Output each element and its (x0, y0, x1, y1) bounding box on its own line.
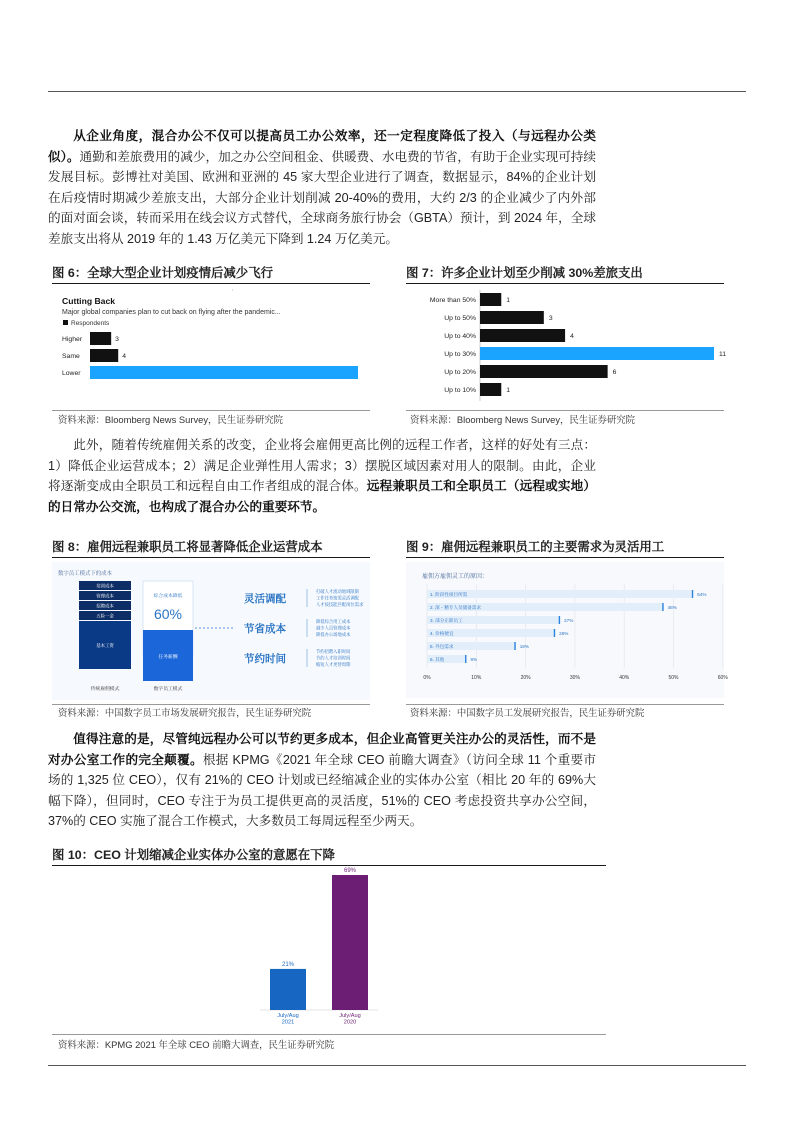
fig7-bar (480, 329, 565, 342)
fig9-panel-title: 雇佣方雇佣灵工的原因： (422, 574, 489, 580)
paragraph-1 (48, 126, 596, 250)
fig7-category-label: Up to 40% (444, 333, 476, 340)
fig7-source-rule (406, 410, 724, 411)
paragraph-2-emphasis: 远程兼职员工和全职员工（远程或实地）的日常办公交流，也构成了混合办公的重要环节。 (48, 479, 597, 514)
paragraph-3 (48, 729, 596, 832)
fig9-category-label: 6. 其他 (430, 656, 445, 662)
fig6-category-label: Lower (62, 370, 81, 377)
fig7-category-label: Up to 10% (444, 387, 476, 394)
fig7-data-label: 11 (719, 351, 727, 358)
fig7-data-label: 1 (506, 297, 511, 304)
fig7-category-label: Up to 30% (444, 351, 476, 358)
fig6-chart-title: Cutting Back (62, 296, 115, 306)
fig9-category-label: 3. 部分正职员工 (430, 617, 463, 623)
fig8-benefit-name: 节约时间 (244, 653, 286, 665)
fig9-x-tick: 50% (668, 675, 679, 681)
fig8-right-top-label: 综合成本降低 (153, 594, 183, 599)
fig10-data-label: 69% (343, 868, 357, 874)
fig6-bar (90, 332, 111, 345)
fig6-title: 图 6：全球大型企业计划疫情后减少飞行 (52, 263, 370, 284)
fig8-cost-layer-label: 五险一金 (96, 613, 114, 619)
fig6-category-label: Same (62, 353, 80, 360)
fig8-right-caption: 数字员工模式 (153, 687, 183, 692)
fig6-bar (90, 366, 358, 379)
fig10-category-label: July/Aug (277, 1013, 299, 1019)
fig6-source: 资料来源：Bloomberg News Survey，民生证券研究院 (58, 414, 284, 425)
fig6-data-label: 4 (122, 353, 126, 360)
fig8-benefit-detail: 缩短人才更替周期 (316, 662, 351, 667)
fig8-benefit-name: 节省成本 (244, 623, 286, 635)
fig8-source: 资料来源：中国数字员工市场发展研究报告，民生证券研究院 (58, 707, 312, 718)
paragraph-2 (48, 435, 596, 517)
fig8-benefit-detail: 降低办公场地成本 (316, 632, 351, 637)
fig6-data-label: 3 (115, 336, 119, 343)
fig7-source: 资料来源：Bloomberg News Survey，民生证券研究院 (410, 414, 636, 425)
fig10-bar (270, 969, 306, 1010)
fig9-source: 资料来源：中国数字员工发展研究报告，民生证券研究院 (410, 707, 645, 718)
fig8-cost-layer-label: 基本工资 (96, 643, 114, 649)
fig8-right-pct: 60% (153, 606, 183, 622)
fig8-diagram (52, 562, 370, 700)
fig10-source-rule (52, 1034, 606, 1035)
fig9-bar-end (662, 603, 663, 611)
fig8-benefit-detail: 人才按技能匹配岗位需求 (316, 602, 364, 607)
fig8-benefit-detail: 降低综合用工成本 (316, 619, 351, 624)
fig6-legend-swatch (63, 320, 68, 325)
fig9-x-tick: 40% (619, 675, 630, 681)
fig8-cost-layer-label: 招聘成本 (96, 603, 114, 609)
fig10-source: 资料来源：KPMG 2021 年全球 CEO 前瞻大调查，民生证券研究院 (58, 1039, 335, 1050)
fig9-source-rule (406, 704, 724, 705)
fig8-benefit-detail: 减少人员管理成本 (316, 625, 351, 631)
fig6-source-rule (52, 410, 370, 411)
fig9-data-label: 27% (564, 617, 574, 623)
fig8-benefit-detail: 工作任务按需灵活调配 (316, 595, 359, 601)
paragraph-3-lead: 值得注意的是，尽管纯远程办公可以节约更多成本，但企业高管更关注办公的灵活性，而不是对办公室工作的完全颠覆。 (48, 732, 596, 767)
fig9-x-tick: 30% (569, 675, 580, 681)
paragraph-3-body: 根据 KPMG《2021 年全球 CEO 前瞻大调查》（访问全球 11 个重要市场的 1,325 位 CEO），仅有 21%的 CEO 计划或已经缩减企业的实体办公室（相比 20 年的 69%大幅下降），但同时，CEO 专注于为员工提供更高的灵活度，51%的 CEO 考虑投资共享办公空间，37%的 CEO 实施了混合工作模式，大多数员工每周远程至少两天。 (48, 752, 596, 829)
fig7-bar (480, 347, 714, 360)
fig9-bar-end (692, 590, 693, 598)
fig9-chart (406, 562, 728, 698)
fig10-chart (52, 868, 606, 1030)
fig9-category-label: 5. 外包需求 (430, 643, 454, 649)
fig8-benefit-detail: 节约招聘入职时间 (316, 649, 351, 654)
fig9-category-label: 4. 价格便宜 (430, 630, 454, 636)
fig7-category-label: Up to 50% (444, 315, 476, 322)
fig7-data-label: 4 (570, 333, 574, 340)
fig9-x-tick: 10% (471, 675, 482, 681)
paragraph-1-lead: 从企业角度，混合办公不仅可以提高员工办公效率，还一定程度降低了投入（与远程办公类似）。 (48, 129, 596, 164)
paragraph-1-body: 通勤和差旅费用的减少，加之办公空间租金、供暖费、水电费的节省，有助于企业实现可持续发展目标。彭博社对美国、欧洲和亚洲的 45 家大型企业进行了调查，数据显示，84%的企业计划在后疫情时期减少差旅支出，大部分企业计划削减 20-40%的费用，大约 2/3 的企业减少了内外部的面对面会谈，转而采用在线会议方式替代，全球商务旅行协会（GBTA）预计，到 2024 年，全球差旅支出将从 2019 年的 1.43 万亿美元下降到 1.24 万亿美元。 (48, 149, 597, 246)
fig9-bar-end (465, 655, 466, 663)
fig7-bar (480, 311, 544, 324)
fig8-benefit-detail: 打破人才流动地域限制 (316, 589, 359, 594)
fig7-data-label: 3 (548, 315, 553, 322)
fig7-title: 图 7：许多企业计划至少削减 30%差旅支出 (406, 263, 724, 284)
fig6-category-label: Higher (62, 336, 83, 343)
fig8-panel-title: 数字员工模式下的成本 (58, 571, 112, 577)
fig7-bar (480, 383, 501, 396)
fig8-source-rule (52, 704, 370, 705)
fig9-data-label: 26% (559, 630, 569, 636)
fig7-bar (480, 293, 501, 306)
fig6-chart-subtitle: Major global companies plan to cut back on flying after the pandemic... (62, 309, 281, 316)
fig7-chart (406, 288, 727, 403)
fig7-data-label: 1 (506, 387, 511, 394)
fig9-x-tick: 20% (520, 675, 531, 681)
fig6-legend-label: Respondents (71, 320, 110, 327)
fig9-data-label: 48% (667, 604, 677, 610)
fig10-bar (332, 875, 368, 1010)
fig9-category-label: 1. 阶段性项目所需 (430, 591, 468, 597)
fig9-data-label: 18% (519, 643, 529, 649)
fig7-category-label: Up to 20% (444, 369, 476, 376)
fig10-category-label: 2020 (343, 1019, 357, 1026)
fig8-left-caption: 传统雇佣模式 (90, 687, 120, 692)
fig9-data-label: 8% (470, 656, 478, 662)
fig9-bar-end (514, 642, 515, 650)
fig9-category-label: 2. 深・精专人员储备需求 (430, 604, 482, 610)
fig9-x-tick: 0% (423, 675, 431, 681)
footer-rule (48, 1065, 746, 1066)
fig8-title: 图 8：雇佣远程兼职员工将显著降低企业运营成本 (52, 537, 370, 558)
fig6-chart (52, 288, 370, 393)
paragraph-2-body: 此外，随着传统雇佣关系的改变，企业将会雇佣更高比例的远程工作者，这样的好处有三点：1）降低企业运营成本；2）满足企业弹性用人需求；3）摆脱区域因素对用人的限制。由此，企业将逐渐变成由全职员工和远程自由工作者组成的混合体。 (48, 438, 596, 494)
fig10-data-label: 21% (281, 961, 295, 968)
fig9-data-label: 54% (697, 591, 707, 597)
fig8-cost-layer-label: 培训成本 (96, 583, 114, 589)
fig7-bar (480, 365, 608, 378)
fig7-category-label: More than 50% (429, 297, 476, 304)
fig10-title: 图 10：CEO 计划缩减企业实体办公室的意愿在下降 (52, 845, 606, 866)
fig10-category-label: 2021 (281, 1019, 295, 1026)
header-rule (48, 91, 746, 92)
fig8-right-bottom-label: 任务薪酬 (158, 655, 178, 660)
fig9-bar-end (559, 616, 560, 624)
fig8-benefit-name: 灵活调配 (244, 593, 286, 605)
fig6-bar (90, 349, 118, 362)
fig9-x-tick: 60% (717, 675, 728, 681)
fig9-bar-end (554, 629, 555, 637)
fig8-benefit-detail: 节约人才培训时间 (316, 655, 351, 661)
fig9-title: 图 9：雇佣远程兼职员工的主要需求为灵活用工 (406, 537, 724, 558)
fig10-category-label: July/Aug (339, 1013, 361, 1019)
fig8-cost-layer-label: 管理成本 (96, 593, 114, 599)
fig7-data-label: 6 (612, 369, 617, 376)
